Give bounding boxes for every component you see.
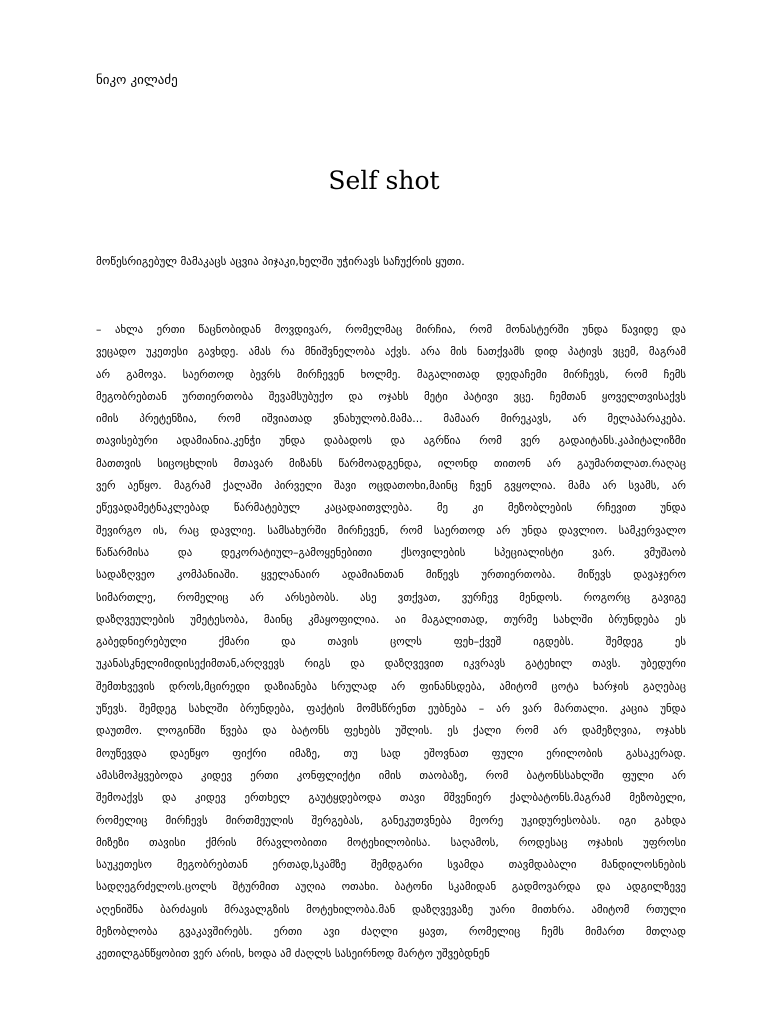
body-line: მათთვის სიცოცხლის მთავარ მიზანს წარმოადგენდა, ილონდ თითონ არ გაუმართლათ.რაღაც bbox=[96, 456, 686, 470]
stage-direction: მოწესრიგებულ მამაკაცს აცვია პიჯაკი,ხელში უჭირავს საჩუქრის ყუთი. bbox=[96, 255, 465, 268]
body-line: აღენიშნა ბარძაყის მრავალგზის მოტეხილობა.მან დაზღვევაზე უარი მითხრა. ამიტომ რთული bbox=[96, 902, 686, 916]
body-line: შემთხვევის დროს,მცირედი დაზიანება სრულად არ ფინანსდება, ამიტომ ცოტა ხარჯის გაღებაც bbox=[96, 679, 686, 693]
body-line: სადღეგრძელოს.ცოლს შტურმით აუღია ოთახი. ბატონი სკამიდან გადმოვარდა და ადგილზევე bbox=[96, 880, 686, 894]
body-line: იმის პრეტენზია, რომ იშვიათად ვნახულობ.მამა... მამაარ მირეკავს, არ მელაპარაკება. bbox=[96, 412, 686, 426]
body-line: მეგობრებთან ურთიერთობა შევამსუბუქო და ოჯახს მეტი პატივი ვცე. ჩემთან ყოველთვისაქვს bbox=[96, 389, 686, 403]
body-line: სადაზღვეო კომპანიაში. ყველანაირ ადამიანთან მიწევს ურთიერთობა. მიწევს დავაჯერო bbox=[96, 568, 686, 582]
body-line: უკანასკნელიმიდისექიმთან,არღვევს რიგს და დაზღვევით იკვრავს გატეხილ თავს. უბედური bbox=[96, 657, 686, 671]
body-line: არ გამოვა. საერთოდ ბევრს მირჩევენ ხოლმე. მაგალითად დედაჩემი მირჩევს, რომ ჩემს bbox=[96, 367, 686, 381]
body-line: სიმართლე, რომელიც არ არსებობს. ასე ვთქვათ, ვურჩევ მენდოს. როგორც გავიგე bbox=[96, 590, 686, 604]
body-line: ეწევადამეტნაკლებად წარმატებულ კაცადაითვლება. მე კი მეზობლების რჩევით უნდა bbox=[96, 501, 686, 515]
body-line: უწევს. შემდეგ სახლში ბრუნდება, ფაქტის მომსწრენთ ეუბნება – არ ვარ მართალი. კაცია უნდა bbox=[96, 702, 686, 716]
body-text bbox=[96, 319, 686, 966]
body-line: წაწარმისა და დეკორატიულ–გამოყენებითი ქსოვილების სპეციალისტი ვარ. ვმუშაობ bbox=[96, 545, 686, 559]
document-title: Self shot bbox=[328, 166, 440, 195]
body-line: ვერ აეწყო. მაგრამ ქალაში პირველი შავი ოცდათოხი,მაინც ჩვენ გვყოლია. მამა არ სვამს, არ bbox=[96, 479, 686, 493]
body-line: ვეცადო უკეთესი გავხდე. ამას რა მნიშვნელობა აქვს. არა მის ნათქვამს დიდ პატივს ვცემ, მაგრამ bbox=[96, 345, 686, 359]
author-name: ნიკო კილაძე bbox=[96, 73, 178, 88]
body-line: მიზეზი თავისი ქმრის მრავლობითი მოტეხილობისა. საღამოს, როდესაც ოჯახის უფროსი bbox=[96, 835, 686, 849]
body-line: დაზღვეულების უმეტესობა, მაინც კმაყოფილია. აი მაგალითად, თურმე სახლში ბრუნდება ეს bbox=[96, 612, 686, 626]
body-line: საუკეთესო მეგობრებთან ერთად,სკამზე შემდგარი სვამდა თავმდაბალი მანდილოსნების bbox=[96, 858, 686, 872]
body-line: რომელიც მირჩევს მირთმეულის შერგებას, განეკუთვნება მეორე უკიდურესობას. იგი გახდა bbox=[96, 813, 686, 827]
body-line: შემოაქვს და კიდევ ერთხელ გაუტყდებოდა თავი მშვენიერ ქალბატონს.მაგრამ მეზობელი, bbox=[96, 791, 686, 805]
body-line: შევირგო ის, რაც დავლიე. სამსახურში მირჩევენ, რომ საერთოდ არ უნდა დავლიო. სამკერვალო bbox=[96, 523, 686, 537]
body-line: – ახლა ერთი წაცნობიდან მოვდივარ, რომელმაც მირჩია, რომ მონასტერში უნდა წავიდე და bbox=[96, 323, 686, 336]
body-line: დაუთმო. ლოგინში წვება და ბატონს ფეხებს უშლის. ეს ქალი რომ არ დამეზღვია, ოჯახს bbox=[96, 724, 686, 738]
body-line: ამასმოჰყვებოდა კიდევ ერთი კონფლიქტი იმის თაობაზე, რომ ბატონსსახლში ფული არ bbox=[96, 768, 686, 782]
body-line: მეზობლობა გვაკავშირებს. ერთი ავი ძაღლი ყავთ, რომელიც ჩემს მიმართ მთლად bbox=[96, 925, 686, 939]
body-line: კეთილგანწყობით ვერ არის, ხოდა ამ ძაღლს სასეირნოდ მარტო უშვებდნენ bbox=[96, 947, 490, 961]
body-line: თავისებური ადამიანია.კენჭი უნდა დაბადოს და აგრწია რომ ვერ გადაიტანს.კაპიტალიზმი bbox=[96, 434, 686, 448]
body-line: გაბედნიერებული ქმარი და თავის ცოლს ფეხ–ქვეშ იგდებს. შემდეგ ეს bbox=[96, 635, 686, 649]
body-line: მოუწევდა დაეწყო ფიქრი იმაზე, თუ სად ეშოვნათ ფული ერილობის გასაკერად. bbox=[96, 746, 686, 760]
